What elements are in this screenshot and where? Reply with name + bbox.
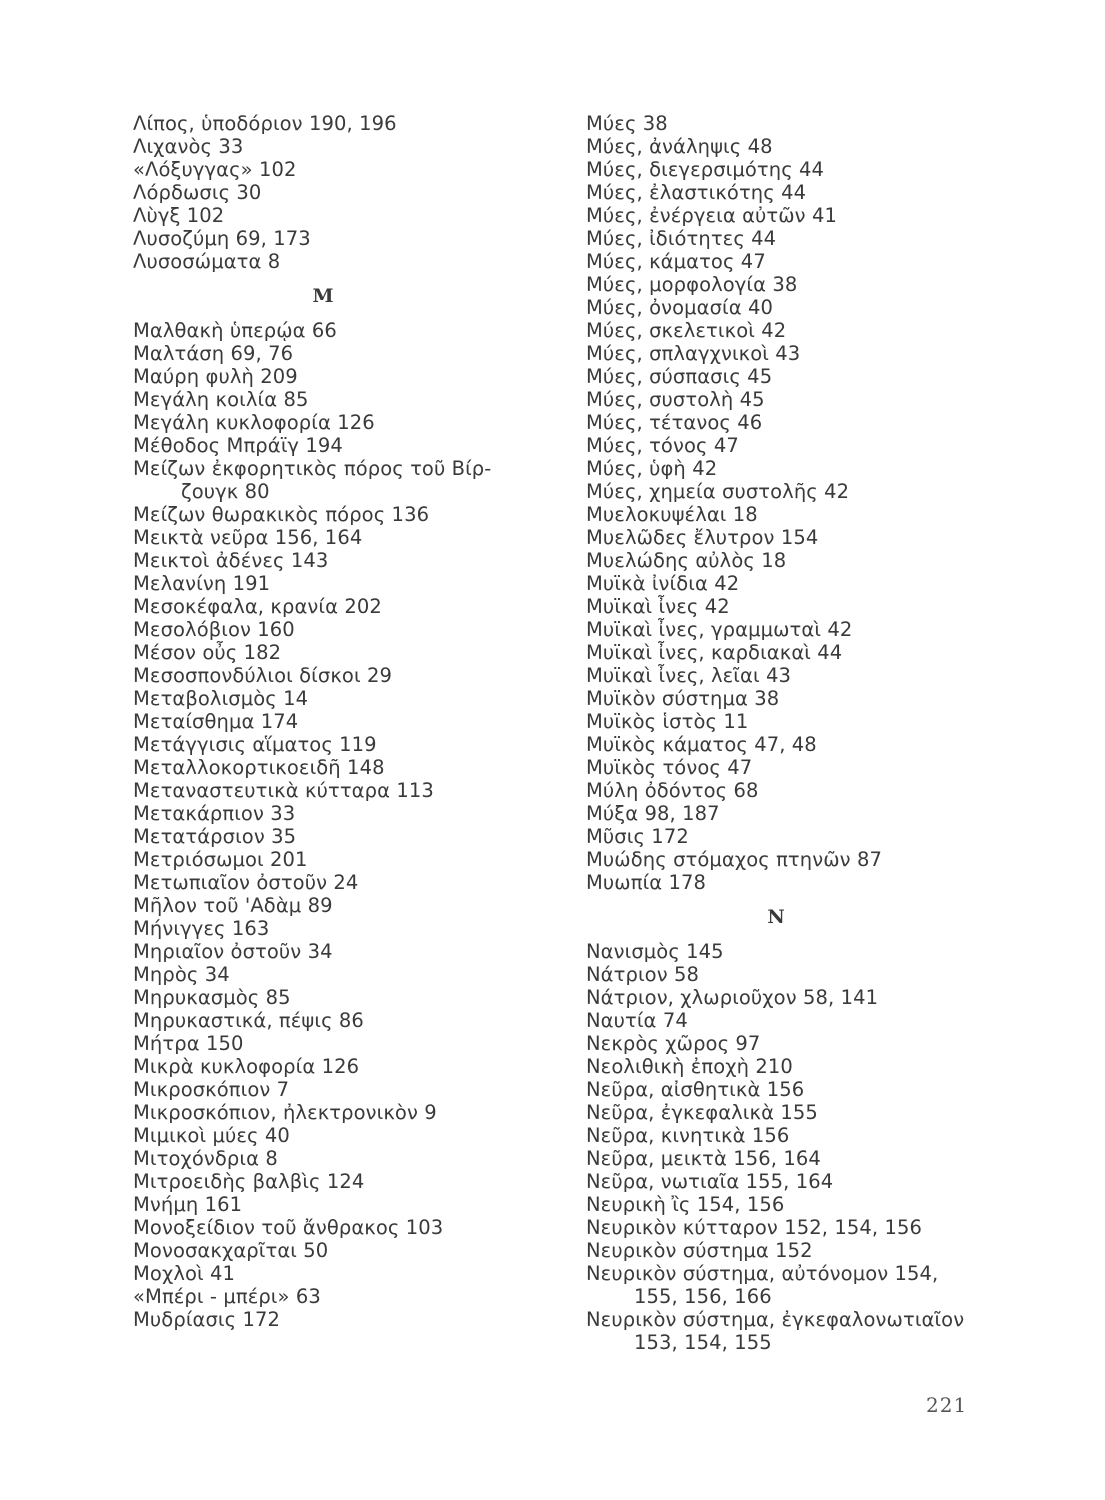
index-entry: Μυϊκὸς τόνος 47 bbox=[586, 756, 753, 779]
index-entry: Μεταβολισμὸς 14 bbox=[133, 687, 309, 710]
index-entry: Μιτοχόνδρια 8 bbox=[133, 1147, 278, 1170]
index-entry: Νάτριον, χλωριοῦχον 58, 141 bbox=[586, 986, 879, 1009]
index-entry: Μαλτάση 69, 76 bbox=[133, 342, 294, 365]
section-letter-n: Ν bbox=[767, 905, 785, 928]
index-entry: Νευρικὴ ἲς 154, 156 bbox=[586, 1193, 785, 1216]
index-entry: Μῆλον τοῦ 'Αδὰμ 89 bbox=[133, 894, 333, 917]
index-entry: Μεγάλη κοιλία 85 bbox=[133, 388, 309, 411]
page-number: 221 bbox=[926, 1393, 968, 1417]
index-entry: Μετάγγισις αἵματος 119 bbox=[133, 733, 377, 756]
index-entry: Μύλη ὀδόντος 68 bbox=[586, 779, 759, 802]
index-entry: Μύες, ὑφὴ 42 bbox=[586, 457, 718, 480]
index-entry: Μυϊκὸς ἱστὸς 11 bbox=[586, 710, 749, 733]
index-entry: Μυϊκὸν σύστημα 38 bbox=[586, 687, 780, 710]
index-entry: Μύες, σύσπασις 45 bbox=[586, 365, 773, 388]
index-entry: Μαλθακὴ ὑπερῴα 66 bbox=[133, 319, 337, 342]
index-entry: Μεσοκέφαλα, κρανία 202 bbox=[133, 595, 382, 618]
index-entry: Νεῦρα, νωτιαῖα 155, 164 bbox=[586, 1170, 834, 1193]
index-entry: Μύες, σπλαγχνικοὶ 43 bbox=[586, 342, 801, 365]
index-entry: Μυϊκαὶ ἶνες 42 bbox=[586, 595, 730, 618]
index-entry: Μηρυκαστικά, πέψις 86 bbox=[133, 1009, 364, 1032]
index-entry: Μυδρίασις 172 bbox=[133, 1308, 280, 1331]
index-entry: Μύες, κάματος 47 bbox=[586, 250, 766, 273]
index-entry: Μυελοκυψέλαι 18 bbox=[586, 503, 758, 526]
index-entry: Μετακάρπιον 33 bbox=[133, 802, 296, 825]
index-entry: Μυελώδης αὐλὸς 18 bbox=[586, 549, 787, 572]
index-entry: Ναυτία 74 bbox=[586, 1009, 688, 1032]
index-entry: Λυσοζύμη 69, 173 bbox=[133, 227, 311, 250]
index-entry: Λὺγξ 102 bbox=[133, 204, 225, 227]
index-entry: Μιτροειδὴς βαλβὶς 124 bbox=[133, 1170, 365, 1193]
index-entry: Μονοξείδιον τοῦ ἄνθρακος 103 bbox=[133, 1216, 444, 1239]
index-entry: Μέσον οὖς 182 bbox=[133, 641, 282, 664]
index-entry: Μιμικοὶ μύες 40 bbox=[133, 1124, 290, 1147]
index-entry: Μεσολόβιον 160 bbox=[133, 618, 295, 641]
index-entry: Μεταναστευτικὰ κύτταρα 113 bbox=[133, 779, 434, 802]
index-entry: Μέθοδος Μπράϊγ 194 bbox=[133, 434, 343, 457]
index-entry: Μετωπιαῖον ὀστοῦν 24 bbox=[133, 871, 359, 894]
index-entry: «Λόξυγγας» 102 bbox=[133, 158, 297, 181]
index-entry: Μήνιγγες 163 bbox=[133, 917, 270, 940]
index-entry: Νευρικὸν σύστημα 152 bbox=[586, 1239, 813, 1262]
index-entry: Μεταλλοκορτικοειδῆ 148 bbox=[133, 756, 385, 779]
index-entry: Λίπος, ὑποδόριον 190, 196 bbox=[133, 112, 397, 135]
index-entry: Μείζων θωρακικὸς πόρος 136 bbox=[133, 503, 430, 526]
index-entry: Νεκρὸς χῶρος 97 bbox=[586, 1032, 761, 1055]
index-entry: Νευρικὸν σύστημα, αὐτόνομον 154, bbox=[586, 1262, 939, 1285]
index-entry: Μύες, ἐλαστικότης 44 bbox=[586, 181, 807, 204]
index-entry: Μηρὸς 34 bbox=[133, 963, 230, 986]
section-letter-m: Μ bbox=[312, 284, 334, 307]
index-entry: Λόρδωσις 30 bbox=[133, 181, 262, 204]
index-entry-continuation: 155, 156, 166 bbox=[634, 1285, 772, 1308]
index-entry: Μύες, ὀνομασία 40 bbox=[586, 296, 774, 319]
index-entry: Μύες, σκελετικοὶ 42 bbox=[586, 319, 787, 342]
index-entry: Νεῦρα, ἐγκεφαλικὰ 155 bbox=[586, 1101, 818, 1124]
index-entry: Μυώδης στόμαχος πτηνῶν 87 bbox=[586, 848, 882, 871]
index-entry: Νανισμὸς 145 bbox=[586, 940, 724, 963]
index-entry: Μελανίνη 191 bbox=[133, 572, 271, 595]
index-entry: Μυϊκὸς κάματος 47, 48 bbox=[586, 733, 817, 756]
index-entry: Μήτρα 150 bbox=[133, 1032, 244, 1055]
index-entry: Μαύρη φυλὴ 209 bbox=[133, 365, 298, 388]
index-entry: Μύες, διεγερσιμότης 44 bbox=[586, 158, 825, 181]
index-entry: Μετριόσωμοι 201 bbox=[133, 848, 308, 871]
index-entry: Μυελῶδες ἔλυτρον 154 bbox=[586, 526, 819, 549]
index-entry: Νεῦρα, μεικτὰ 156, 164 bbox=[586, 1147, 821, 1170]
index-entry: Μύες, ἀνάληψις 48 bbox=[586, 135, 773, 158]
index-entry: «Μπέρι - μπέρι» 63 bbox=[133, 1285, 321, 1308]
index-entry: Μικροσκόπιον, ἠλεκτρονικὸν 9 bbox=[133, 1101, 437, 1124]
index-entry: Μεγάλη κυκλοφορία 126 bbox=[133, 411, 375, 434]
index-entry: Μυϊκαὶ ἶνες, λεῖαι 43 bbox=[586, 664, 791, 687]
index-entry: Μύες 38 bbox=[586, 112, 668, 135]
index-entry: Μικροσκόπιον 7 bbox=[133, 1078, 290, 1101]
index-entry: Νευρικὸν κύτταρον 152, 154, 156 bbox=[586, 1216, 922, 1239]
index-entry: Μύες, τόνος 47 bbox=[586, 434, 739, 457]
index-entry: Μυϊκαὶ ἶνες, καρδιακαὶ 44 bbox=[586, 641, 843, 664]
index-entry: Μεταίσθημα 174 bbox=[133, 710, 299, 733]
index-entry: Λιχανὸς 33 bbox=[133, 135, 244, 158]
index-entry: Λυσοσώματα 8 bbox=[133, 250, 281, 273]
index-entry: Μηρυκασμὸς 85 bbox=[133, 986, 291, 1009]
index-entry: Νεολιθικὴ ἐποχὴ 210 bbox=[586, 1055, 793, 1078]
index-entry: Νάτριον 58 bbox=[586, 963, 699, 986]
index-entry: Μυϊκὰ ἰνίδια 42 bbox=[586, 572, 740, 595]
index-entry: Μύες, συστολὴ 45 bbox=[586, 388, 765, 411]
index-entry: Μεικτὰ νεῦρα 156, 164 bbox=[133, 526, 363, 549]
index-entry: Νευρικὸν σύστημα, ἐγκεφαλονωτιαῖον bbox=[586, 1308, 965, 1331]
index-entry: Μεικτοὶ ἀδένες 143 bbox=[133, 549, 329, 572]
index-entry: Μετατάρσιον 35 bbox=[133, 825, 297, 848]
index-entry: Μνήμη 161 bbox=[133, 1193, 243, 1216]
right-column bbox=[586, 112, 986, 1354]
index-entry: Μεσοσπονδύλιοι δίσκοι 29 bbox=[133, 664, 392, 687]
index-entry: Νεῦρα, αἰσθητικὰ 156 bbox=[586, 1078, 805, 1101]
index-entry: Μείζων ἐκφορητικὸς πόρος τοῦ Βίρ- bbox=[133, 457, 492, 480]
index-entry: Μηριαῖον ὀστοῦν 34 bbox=[133, 940, 333, 963]
index-entry: Μοχλοὶ 41 bbox=[133, 1262, 235, 1285]
index-entry: Μικρὰ κυκλοφορία 126 bbox=[133, 1055, 360, 1078]
index-entry: Μύες, χημεία συστολῆς 42 bbox=[586, 480, 850, 503]
index-entry: Μονοσακχαρῖται 50 bbox=[133, 1239, 329, 1262]
index-entry: Μύξα 98, 187 bbox=[586, 802, 720, 825]
index-entry: Μύες, τέτανος 46 bbox=[586, 411, 763, 434]
index-entry: Μύες, ἰδιότητες 44 bbox=[586, 227, 777, 250]
index-entry: Μυωπία 178 bbox=[586, 871, 707, 894]
index-entry: Μῦσις 172 bbox=[586, 825, 689, 848]
left-column bbox=[133, 112, 533, 1331]
index-entry: Μύες, ἐνέργεια αὐτῶν 41 bbox=[586, 204, 837, 227]
index-entry: Νεῦρα, κινητικὰ 156 bbox=[586, 1124, 790, 1147]
index-entry: Μυϊκαὶ ἶνες, γραμμωταὶ 42 bbox=[586, 618, 853, 641]
index-entry-continuation: ζουγκ 80 bbox=[181, 480, 270, 503]
index-entry: Μύες, μορφολογία 38 bbox=[586, 273, 798, 296]
index-entry-continuation: 153, 154, 155 bbox=[634, 1331, 772, 1354]
